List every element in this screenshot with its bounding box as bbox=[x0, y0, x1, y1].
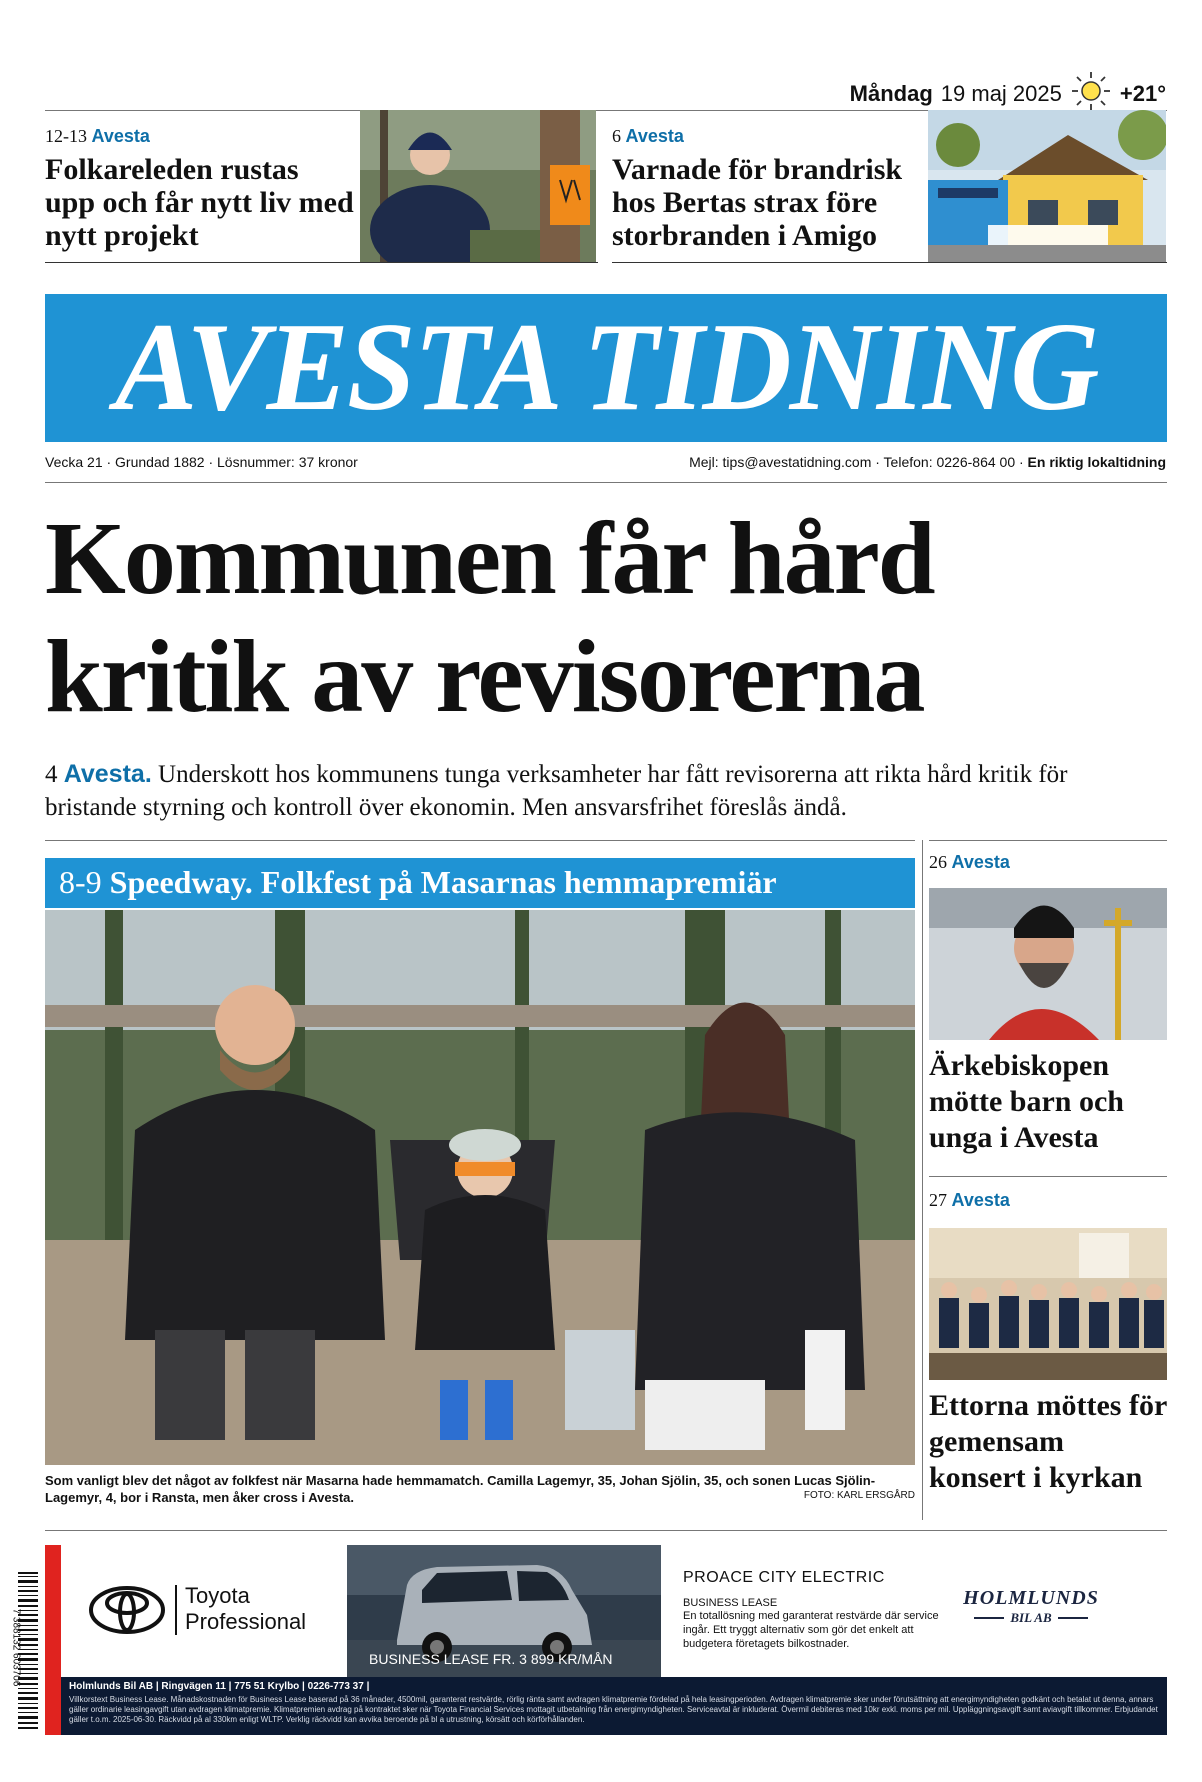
page-ref: 26 bbox=[929, 852, 947, 872]
brand-bottom: Professional bbox=[185, 1609, 307, 1634]
speedway-caption: Som vanligt blev det något av folkfest när Masarna hade hemmamatch. Camilla Lagemyr, 35, Johan Sjölin, 35, och sonen Lucas Sjölin-Lagemyr, 4, bor i Ransta, men åker cross i Avesta. bbox=[45, 1473, 876, 1505]
page-ref: 6 bbox=[612, 126, 621, 146]
brand-top: Toyota bbox=[185, 1583, 250, 1608]
car-photo bbox=[347, 1545, 661, 1677]
teaser-bertas[interactable] bbox=[612, 126, 922, 252]
hiker-photo bbox=[360, 110, 596, 262]
column-divider bbox=[922, 840, 923, 1520]
church-concert-photo bbox=[929, 1228, 1167, 1380]
lead-text: Underskott hos kommunens tunga verksamheter har fått revisorerna att rikta hård kritik för bristande styrning och kontroll över ekonomin. Men ansvarsfrihet föreslås ändå. bbox=[45, 761, 1068, 821]
page-ref: 12-13 bbox=[45, 126, 87, 146]
date-text: 19 maj 2025 bbox=[940, 81, 1062, 106]
divider bbox=[45, 482, 1167, 483]
ad-model: PROACE CITY ELECTRIC bbox=[683, 1569, 885, 1586]
divider bbox=[45, 840, 915, 841]
teaser-kicker bbox=[929, 852, 1167, 873]
dealer-name: HOLMLUNDS bbox=[963, 1587, 1099, 1609]
divider bbox=[929, 840, 1167, 841]
masthead[interactable] bbox=[45, 294, 1167, 442]
logo-line bbox=[1058, 1617, 1088, 1619]
speedway-photo bbox=[45, 910, 915, 1465]
divider bbox=[45, 262, 598, 263]
archbishop-photo bbox=[929, 888, 1167, 1040]
ad-subhead: BUSINESS LEASE bbox=[683, 1597, 778, 1609]
holmlunds-logo bbox=[951, 1587, 1111, 1626]
teaser-title[interactable]: Ärkebiskopen mötte barn och unga i Avesta bbox=[929, 1049, 1124, 1154]
barcode bbox=[4, 1570, 38, 1730]
teaser-kicker bbox=[929, 1190, 1167, 1211]
photo-credit: FOTO: KARL ERSGÅRD bbox=[803, 1490, 915, 1501]
teaser-arkebiskopen[interactable] bbox=[929, 852, 1167, 873]
dealer-address: Holmlunds Bil AB | Ringvägen 11 | 775 51 Krylbo | 0226-773 37 | bbox=[69, 1681, 370, 1692]
divider bbox=[45, 1530, 1167, 1531]
weekday: Måndag bbox=[849, 81, 933, 106]
building-photo bbox=[928, 110, 1166, 262]
ad-footer bbox=[61, 1677, 1167, 1735]
divider bbox=[612, 262, 1167, 263]
ad-fineprint: Villkorstext Business Lease. Månadskostnaden för Business Lease baserad på 36 månader, 4500mil, garanterat restvärde, rörlig ränta samt avdragen klimatpremie fördelad på hela leasingperioden. Avdragen klimatpremie sker under förutsättning att energimyndigheten godkänt och betalat ut denna, annars gäller ordinarie leasingavgift utan avdragen klimatpremie. Klimatpremien avdrag på kontraktet sker när Toyota Financial Services mottagit utbetalning från energimyndigheten. Serviceavtal är inkluderat. Övermil debiteras med 10kr exkl. moms per mil. Uppläggningsavgift samt aviavgift tillkommer. Erbjudandet gäller t.o.m. 2025-06-30. Räckvidd på al 330km enligt WLTP. Verklig räckvidd kan avvika beroende på bl a utrustning, körsätt och körförhållanden. bbox=[69, 1695, 1158, 1724]
toyota-brand bbox=[185, 1583, 306, 1635]
page-ref: 4 bbox=[45, 761, 58, 788]
contact-info bbox=[689, 454, 1166, 470]
place-label: Avesta bbox=[625, 126, 684, 146]
divider bbox=[929, 1176, 1167, 1177]
main-lead bbox=[45, 758, 1165, 824]
temperature: +21° bbox=[1119, 81, 1166, 106]
ad-copy bbox=[683, 1569, 943, 1651]
ad-body: En totallösning med garanterat restvärde där service ingår. Ett tryggt alternativ som gör det enkelt att budgetera företagets bilkostnader. bbox=[683, 1610, 939, 1650]
speedway-banner[interactable] bbox=[45, 858, 915, 908]
page-ref: 27 bbox=[929, 1190, 947, 1210]
teaser-title: Varnade för brandrisk hos Bertas strax före storbranden i Amigo bbox=[612, 153, 903, 252]
teaser-kicker bbox=[612, 126, 922, 147]
toyota-ad[interactable] bbox=[61, 1545, 1167, 1677]
contact-text: Mejl: tips@avestatidning.com · Telefon: 0226-864 00 · bbox=[689, 454, 1028, 470]
place-label: Avesta bbox=[951, 1190, 1010, 1210]
logo-line bbox=[974, 1617, 1004, 1619]
logo-divider bbox=[175, 1585, 177, 1635]
teaser-title: Folkareleden rustas upp och får nytt liv med nytt projekt bbox=[45, 153, 354, 252]
main-headline[interactable]: Kommunen får hård kritik av revisorerna bbox=[45, 501, 934, 734]
toyota-logo-icon bbox=[87, 1585, 167, 1635]
place-label: Avesta bbox=[91, 126, 150, 146]
place-label: Avesta bbox=[951, 852, 1010, 872]
dealer-suffix: BIL AB bbox=[1010, 1610, 1052, 1625]
teaser-title[interactable]: Ettorna möttes för gemensam konsert i kyrkan bbox=[929, 1389, 1167, 1494]
page-ref: 8-9 bbox=[59, 864, 102, 900]
place-label: Avesta. bbox=[63, 760, 152, 788]
ad-red-bar bbox=[45, 1545, 61, 1735]
teaser-ettorna[interactable] bbox=[929, 1190, 1167, 1211]
car-caption: BUSINESS LEASE FR. 3 899 KR/MÅN bbox=[369, 1651, 613, 1667]
teaser-folkareleden[interactable] bbox=[45, 126, 355, 252]
masthead-title: AVESTA TIDNING bbox=[114, 298, 1098, 437]
speedway-title: Speedway. Folkfest på Masarnas hemmapremiär bbox=[109, 864, 777, 900]
slogan: En riktig lokaltidning bbox=[1027, 454, 1166, 470]
teaser-kicker bbox=[45, 126, 355, 147]
barcode-number: 7 388132 603706 bbox=[10, 1608, 22, 1687]
edition-info: Vecka 21 · Grundad 1882 · Lösnummer: 37 kronor bbox=[45, 454, 358, 470]
